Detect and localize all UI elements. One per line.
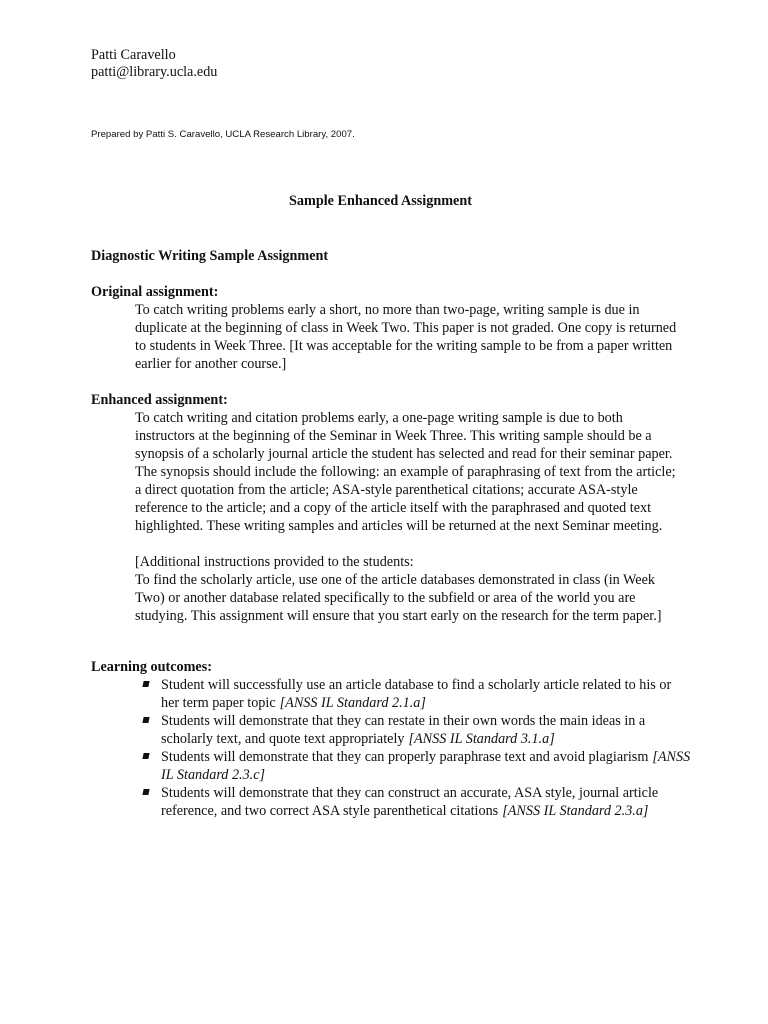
list-item (161, 784, 691, 820)
original-assignment-text: To catch writing problems early a short, no more than two-page, writing sample is due in duplicate at the beginning of class in Week Two. This paper is not graded. One copy is returned to students in Week Three. [It was acceptable for the writing sample to be from a paper written earlier for another course.] (135, 302, 677, 372)
additional-instructions-text: To find the scholarly article, use one of the article databases demonstrated in class (in Week Two) or another database related specifically to the subfield or area of the world you are studying. This assignment will ensure that you start early on the research for the term paper.] (135, 572, 662, 624)
list-item (161, 748, 691, 784)
outcome-text: Student will successfully use an article database to find a scholarly article related to his or her term paper topic (161, 677, 672, 711)
prepared-by-note: Prepared by Patti S. Caravello, UCLA Research Library, 2007. (91, 129, 355, 140)
bullet-icon (142, 753, 149, 759)
original-assignment-heading: Original assignment: (91, 284, 219, 300)
outcome-citation: [ANSS IL Standard 2.3.c] (161, 749, 691, 783)
author-email: patti@library.ucla.edu (91, 64, 218, 80)
bullet-icon (142, 681, 149, 687)
outcome-text: Students will demonstrate that they can construct an accurate, ASA style, journal article reference, and two correct ASA style parenthetical citations (161, 785, 659, 819)
list-item (161, 712, 691, 748)
outcome-citation: [ANSS IL Standard 2.1.a] (279, 695, 426, 711)
bullet-icon (142, 717, 149, 723)
enhanced-assignment-heading: Enhanced assignment: (91, 392, 228, 408)
outcome-citation: [ANSS IL Standard 3.1.a] (408, 731, 555, 747)
document-page (91, 47, 691, 820)
outcome-text: Students will demonstrate that they can restate in their own words the main ideas in a scholarly text, and quote text appropriately (161, 713, 646, 747)
enhanced-assignment-text: To catch writing and citation problems early, a one-page writing sample is due to both instructors at the beginning of the Seminar in Week Three. This writing sample should be a synopsis of a scholarly journal article the student has selected and read for their seminar paper. The synopsis should include the following: an example of paraphrasing of text from the article; a direct quotation from the article; ASA-style parenthetical citations; accurate ASA-style reference to the article; and a copy of the article itself with the paraphrased and quoted text highlighted. These writing samples and articles will be returned at the next Seminar meeting. (135, 410, 676, 534)
document-title: Sample Enhanced Assignment (289, 193, 472, 209)
author-name: Patti Caravello (91, 47, 176, 63)
additional-instructions (135, 553, 680, 625)
outcome-text: Students will demonstrate that they can properly paraphrase text and avoid plagiarism (161, 749, 649, 765)
additional-instructions-intro: [Additional instructions provided to the students: (135, 554, 414, 570)
bullet-icon (142, 789, 149, 795)
list-item (161, 676, 691, 712)
section-title: Diagnostic Writing Sample Assignment (91, 248, 329, 264)
learning-outcomes-list (91, 676, 691, 820)
learning-outcomes-heading: Learning outcomes: (91, 659, 212, 675)
outcome-citation: [ANSS IL Standard 2.3.a] (502, 803, 649, 819)
